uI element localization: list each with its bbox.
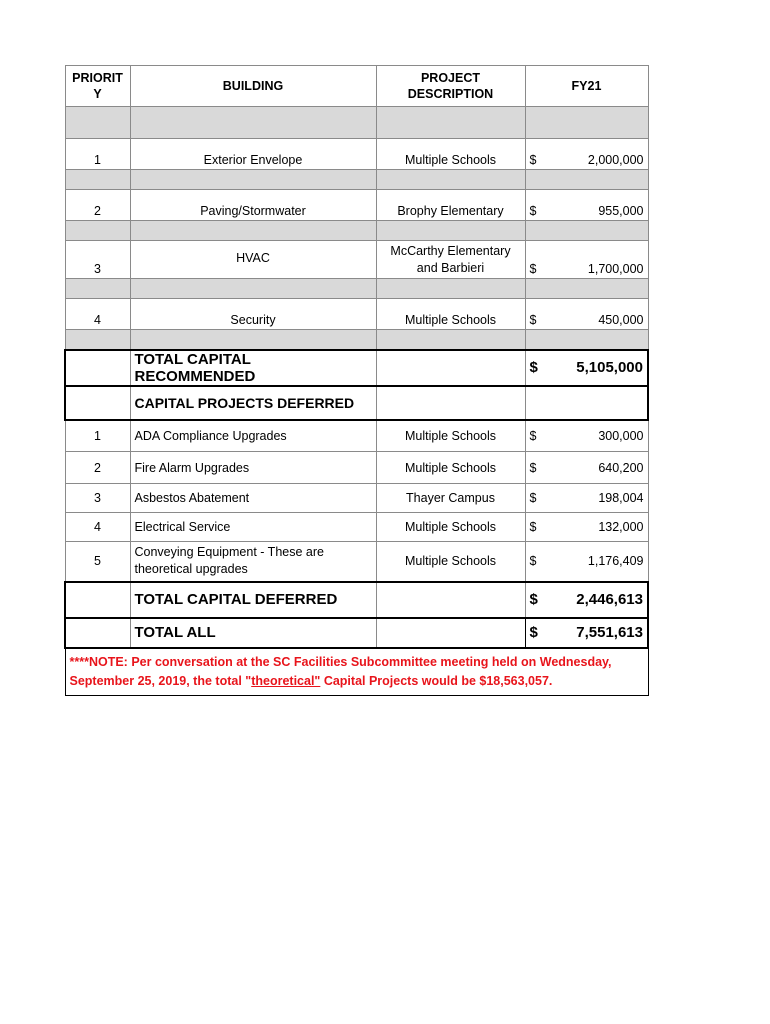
total-all-amount bbox=[525, 618, 648, 648]
amount-cell bbox=[525, 139, 648, 170]
priority-cell: 2 bbox=[65, 452, 130, 484]
currency-symbol: $ bbox=[529, 554, 537, 569]
building-header: BUILDING bbox=[130, 66, 376, 107]
priority-cell: 5 bbox=[65, 542, 130, 582]
description-header: PROJECT DESCRIPTION bbox=[376, 66, 525, 107]
amount-cell bbox=[525, 190, 648, 221]
amount-value: 955,000 bbox=[598, 204, 644, 218]
priority-cell: 1 bbox=[65, 420, 130, 452]
total-recommended-label: TOTAL CAPITAL RECOMMENDED bbox=[130, 350, 376, 386]
building-cell: Security bbox=[130, 299, 376, 330]
amount-value: 132,000 bbox=[598, 520, 644, 534]
currency-symbol: $ bbox=[529, 591, 538, 608]
description-cell: Multiple Schools bbox=[376, 513, 525, 542]
description-cell: Thayer Campus bbox=[376, 484, 525, 513]
amount-value: 198,004 bbox=[598, 491, 644, 505]
table-row bbox=[65, 513, 648, 542]
amount-cell bbox=[525, 299, 648, 330]
amount-cell bbox=[525, 241, 648, 279]
description-cell: Multiple Schools bbox=[376, 452, 525, 484]
building-cell: HVAC bbox=[130, 241, 376, 279]
priority-cell: 2 bbox=[65, 190, 130, 221]
table-row bbox=[65, 484, 648, 513]
building-cell: Paving/Stormwater bbox=[130, 190, 376, 221]
table-row bbox=[65, 241, 648, 279]
table-row bbox=[65, 452, 648, 484]
building-cell: Electrical Service bbox=[130, 513, 376, 542]
fy-header: FY21 bbox=[525, 66, 648, 107]
note-text bbox=[65, 648, 648, 696]
amount-value: 1,176,409 bbox=[587, 554, 644, 569]
description-cell: Multiple Schools bbox=[376, 139, 525, 170]
amount-cell bbox=[525, 484, 648, 513]
currency-symbol: $ bbox=[529, 359, 538, 376]
table-row bbox=[65, 299, 648, 330]
description-cell: Multiple Schools bbox=[376, 542, 525, 582]
amount-value: 300,000 bbox=[598, 428, 644, 443]
spacer-row bbox=[65, 107, 648, 139]
currency-symbol: $ bbox=[529, 624, 538, 641]
total-all-row bbox=[65, 618, 648, 648]
currency-symbol: $ bbox=[529, 520, 537, 534]
currency-symbol: $ bbox=[529, 204, 537, 218]
building-cell: Fire Alarm Upgrades bbox=[130, 452, 376, 484]
priority-cell: 4 bbox=[65, 513, 130, 542]
header-row bbox=[65, 66, 648, 107]
table-row bbox=[65, 139, 648, 170]
priority-cell: 1 bbox=[65, 139, 130, 170]
capital-projects-sheet bbox=[64, 65, 649, 696]
note-text-part2: Capital Projects would be $18,563,057. bbox=[320, 673, 553, 688]
note-underlined-word: theoretical" bbox=[251, 673, 321, 688]
currency-symbol: $ bbox=[529, 428, 537, 443]
priority-header: PRIORIT Y bbox=[65, 66, 130, 107]
building-cell: Conveying Equipment - These are theoretical upgrades bbox=[130, 542, 376, 582]
spacer-row bbox=[65, 330, 648, 350]
total-deferred-amount bbox=[525, 582, 648, 618]
table-row bbox=[65, 420, 648, 452]
priority-cell: 3 bbox=[65, 484, 130, 513]
spacer-row bbox=[65, 221, 648, 241]
total-recommended-row bbox=[65, 350, 648, 386]
description-cell: Brophy Elementary bbox=[376, 190, 525, 221]
description-cell: McCarthy Elementary and Barbieri bbox=[376, 241, 525, 279]
amount-cell bbox=[525, 513, 648, 542]
currency-symbol: $ bbox=[529, 460, 537, 475]
table-row bbox=[65, 542, 648, 582]
priority-cell: 4 bbox=[65, 299, 130, 330]
spacer-row bbox=[65, 279, 648, 299]
amount-value: 2,446,613 bbox=[576, 591, 643, 608]
deferred-section-title: CAPITAL PROJECTS DEFERRED bbox=[130, 386, 376, 420]
total-recommended-amount bbox=[525, 350, 648, 386]
amount-cell bbox=[525, 542, 648, 582]
amount-value: 7,551,613 bbox=[576, 624, 643, 641]
priority-cell: 3 bbox=[65, 241, 130, 279]
note-row bbox=[65, 648, 648, 696]
amount-value: 2,000,000 bbox=[587, 153, 644, 167]
total-all-label: TOTAL ALL bbox=[130, 618, 376, 648]
description-cell: Multiple Schools bbox=[376, 299, 525, 330]
total-deferred-label: TOTAL CAPITAL DEFERRED bbox=[130, 582, 376, 618]
building-cell: ADA Compliance Upgrades bbox=[130, 420, 376, 452]
amount-value: 1,700,000 bbox=[587, 262, 644, 276]
total-deferred-row bbox=[65, 582, 648, 618]
capital-projects-table bbox=[64, 65, 649, 696]
building-cell: Exterior Envelope bbox=[130, 139, 376, 170]
amount-value: 450,000 bbox=[598, 313, 644, 327]
currency-symbol: $ bbox=[529, 153, 537, 167]
table-row bbox=[65, 190, 648, 221]
currency-symbol: $ bbox=[529, 491, 537, 505]
amount-value: 640,200 bbox=[598, 460, 644, 475]
building-cell: Asbestos Abatement bbox=[130, 484, 376, 513]
currency-symbol: $ bbox=[529, 313, 537, 327]
deferred-header-row bbox=[65, 386, 648, 420]
amount-cell bbox=[525, 452, 648, 484]
note-text-part1: ****NOTE: Per conversation at the SC Facilities Subcommittee meeting held on Wednesday, September 25, 2019, the total " bbox=[69, 654, 612, 688]
spacer-row bbox=[65, 170, 648, 190]
amount-cell bbox=[525, 420, 648, 452]
amount-value: 5,105,000 bbox=[576, 359, 643, 376]
description-cell: Multiple Schools bbox=[376, 420, 525, 452]
currency-symbol: $ bbox=[529, 262, 537, 276]
